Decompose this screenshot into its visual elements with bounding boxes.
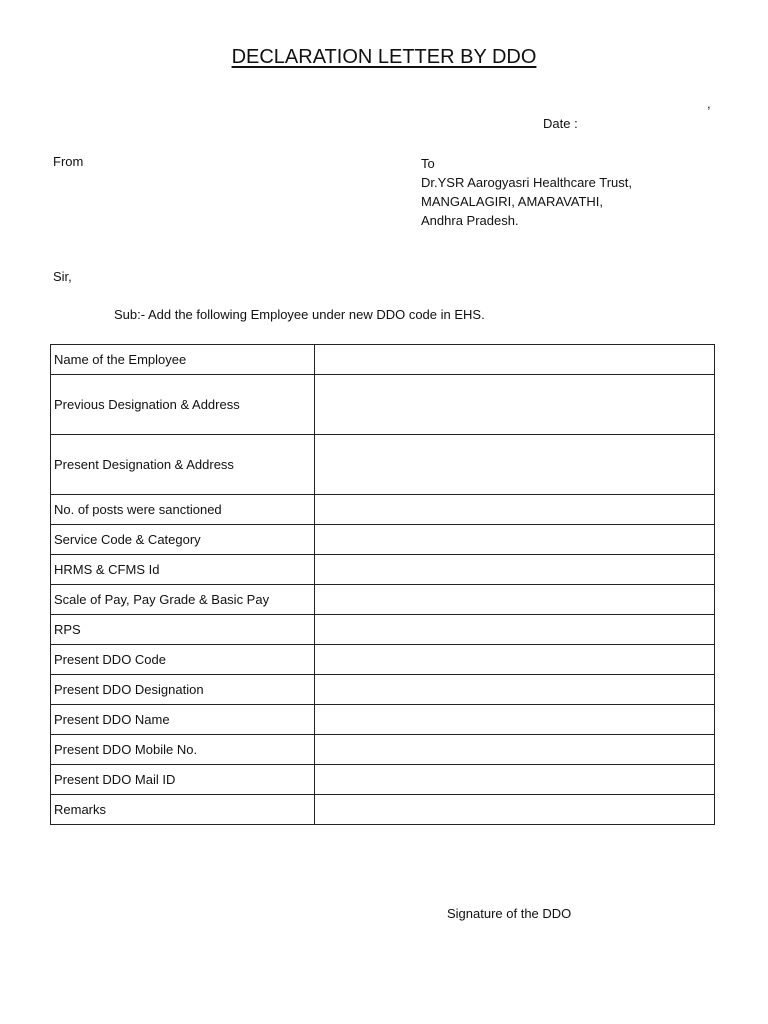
field-value[interactable]	[315, 585, 715, 615]
table-row	[51, 555, 715, 585]
table-row	[51, 705, 715, 735]
from-label: From	[53, 154, 84, 169]
field-value[interactable]	[315, 645, 715, 675]
recipient-line-3: Andhra Pradesh.	[421, 213, 519, 228]
table-row	[51, 345, 715, 375]
to-label: To	[421, 156, 435, 171]
field-label: Service Code & Category	[51, 525, 315, 555]
table-row	[51, 495, 715, 525]
field-value[interactable]	[315, 735, 715, 765]
field-label: Remarks	[51, 795, 315, 825]
field-label: Present DDO Code	[51, 645, 315, 675]
field-value[interactable]	[315, 705, 715, 735]
table-row	[51, 675, 715, 705]
field-value[interactable]	[315, 765, 715, 795]
field-label: No. of posts were sanctioned	[51, 495, 315, 525]
field-value[interactable]	[315, 495, 715, 525]
field-value[interactable]	[315, 375, 715, 435]
field-label: Present DDO Designation	[51, 675, 315, 705]
field-label: RPS	[51, 615, 315, 645]
recipient-line-2: MANGALAGIRI, AMARAVATHI,	[421, 194, 604, 209]
employee-details-table	[50, 344, 715, 825]
date-comma-mark: ,	[707, 96, 711, 111]
field-value[interactable]	[315, 795, 715, 825]
table-row	[51, 795, 715, 825]
recipient-address	[421, 154, 632, 230]
field-label: Present Designation & Address	[51, 435, 315, 495]
table-row	[51, 645, 715, 675]
field-value[interactable]	[315, 435, 715, 495]
page-title: DECLARATION LETTER BY DDO	[231, 46, 537, 68]
subject-line: Sub:- Add the following Employee under new DDO code in EHS.	[114, 307, 485, 322]
field-value[interactable]	[315, 615, 715, 645]
field-value[interactable]	[315, 345, 715, 375]
field-value[interactable]	[315, 675, 715, 705]
table-row	[51, 585, 715, 615]
table-row	[51, 735, 715, 765]
signature-label: Signature of the DDO	[447, 906, 572, 921]
field-value[interactable]	[315, 525, 715, 555]
table-row	[51, 375, 715, 435]
field-value[interactable]	[315, 555, 715, 585]
field-label: Present DDO Mail ID	[51, 765, 315, 795]
field-label: Present DDO Mobile No.	[51, 735, 315, 765]
field-label: Scale of Pay, Pay Grade & Basic Pay	[51, 585, 315, 615]
salutation: Sir,	[53, 269, 72, 284]
table-row	[51, 615, 715, 645]
field-label: Name of the Employee	[51, 345, 315, 375]
table-row	[51, 765, 715, 795]
date-label: Date :	[543, 116, 578, 131]
field-label: Present DDO Name	[51, 705, 315, 735]
field-label: HRMS & CFMS Id	[51, 555, 315, 585]
table-row	[51, 435, 715, 495]
field-label: Previous Designation & Address	[51, 375, 315, 435]
recipient-line-1: Dr.YSR Aarogyasri Healthcare Trust,	[421, 175, 632, 190]
table-row	[51, 525, 715, 555]
